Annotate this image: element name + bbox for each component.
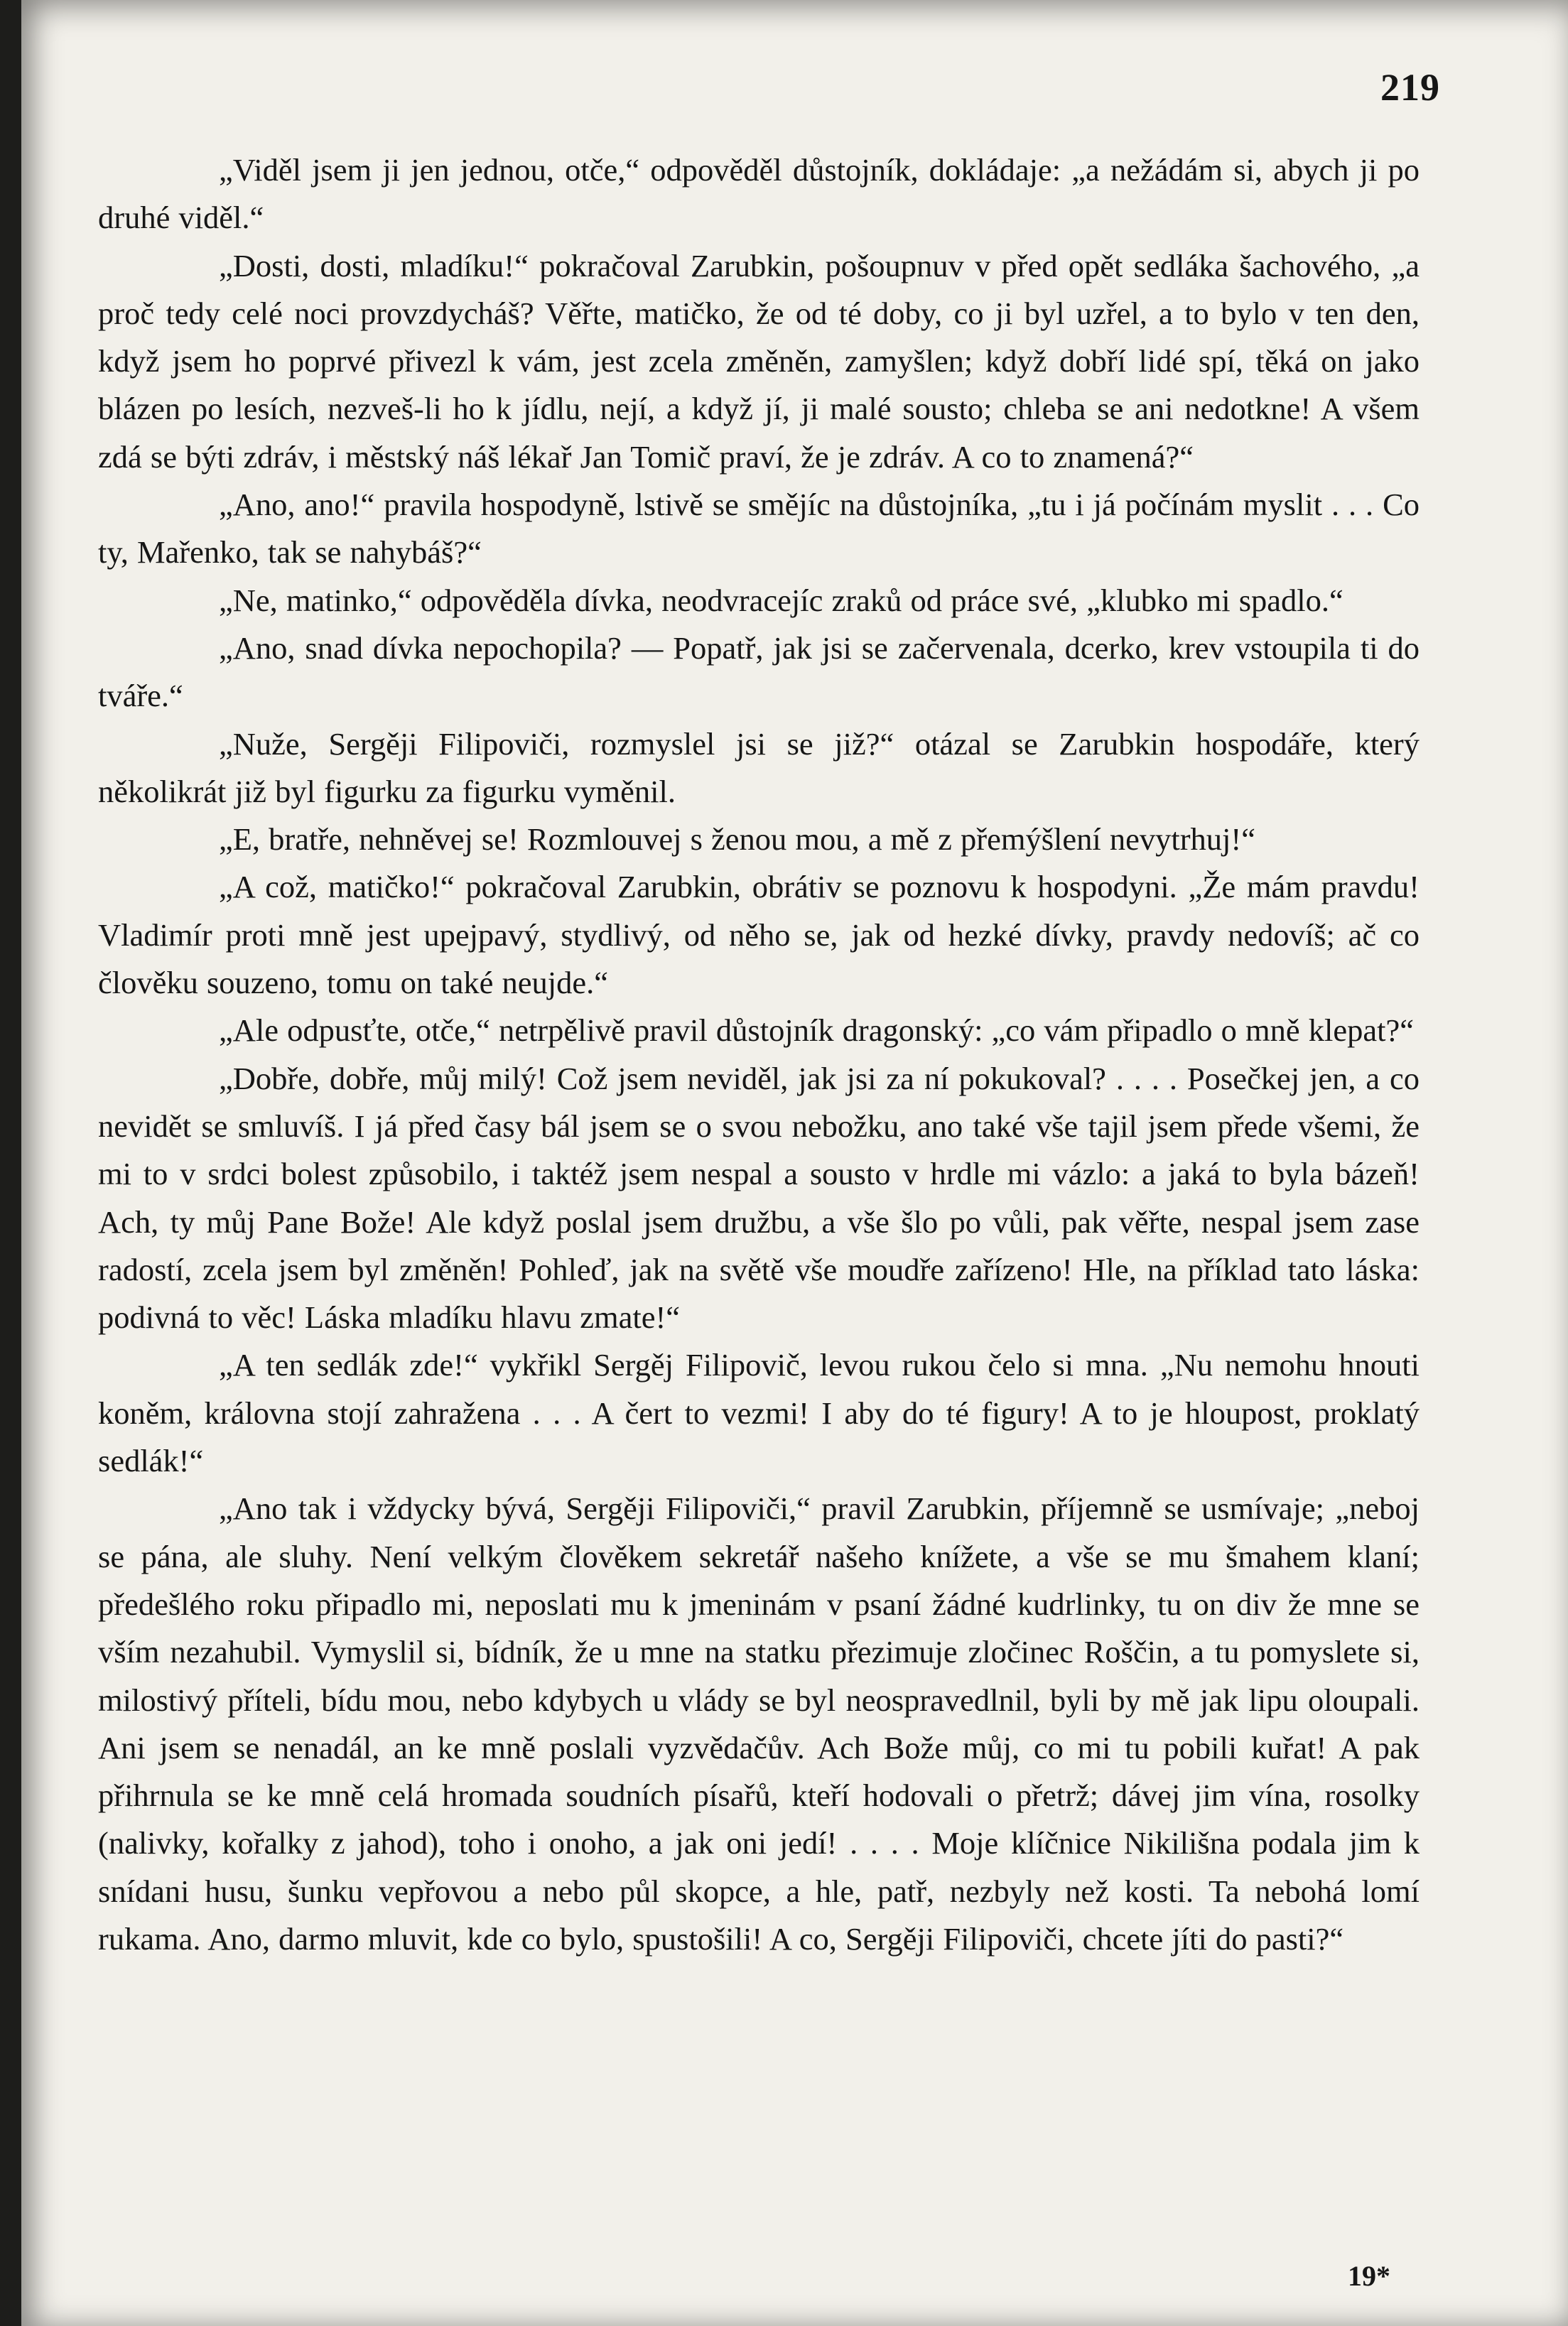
- paragraph: „Viděl jsem ji jen jednou, otče,“ odpověděl důstojník, dokládaje: „a nežádám si, abych ji po druhé viděl.“: [98, 152, 1420, 236]
- signature-mark: 19*: [1348, 2260, 1390, 2292]
- paragraph: „Ale odpusťte, otče,“ netrpělivě pravil důstojník dragonský: „co vám připadlo o mně klepat?“: [219, 1012, 1414, 1049]
- paragraph: „Ne, matinko,“ odpověděla dívka, neodvracejíc zraků od práce své, „klubko mi spadlo.“: [219, 582, 1343, 618]
- paragraph: „A což, matičko!“ pokračoval Zarubkin, obrátiv se poznovu k hospodyni. „Že mám pravdu! Vladimír proti mně jest upejpavý, stydlivý, od něho se, jak od hezké dívky, pravdy nedovíš; ač co člověku souzeno, tomu on také neujde.“: [98, 869, 1420, 1001]
- paragraph: „Ano tak i vždycky bývá, Sergěji Filipoviči,“ pravil Zarubkin, příjemně se usmívaje; „neboj se pána, ale sluhy. Není velkým člověkem sekretář našeho knížete, a vše se mu šmahem klaní; předešlého roku připadlo mi, neposlati mu k jmeninám v psaní žádné kudrlinky, tu on div že mne se vším nezahubil. Vymyslil si, bídník, že u mne na statku přezimuje zločinec Roščin, a tu pomyslete si, milostivý příteli, bídu mou, nebo kdybych u vlády se byl neospravedlnil, byli by mě jak lipu oloupali. Ani jsem se nenadál, an ke mně poslali vyzvědačův. Ach Bože můj, co mi tu pobili kuřat! A pak přihrnula se ke mně celá hromada soudních písařů, kteří hodovali o přetrž; dávej jim vína, rosolky (nalivky, kořalky z jahod), toho i onoho, a jak oni jedí! . . . . Moje klíčnice Nikilišna podala jim k snídani husu, šunku vepřovou a nebo půl skopce, a hle, patř, nezbyly než kosti. Ta nebohá lomí rukama. Ano, darmo mluvit, kde co bylo, spustošili! A co, Sergěji Filipoviči, chcete jíti do pasti?“: [98, 1491, 1420, 1957]
- paragraph: „Dosti, dosti, mladíku!“ pokračoval Zarubkin, pošoupnuv v před opět sedláka šachového, „a proč tedy celé noci provzdycháš? Věřte, matičko, že od té doby, co ji byl uzřel, a to bylo v ten den, když jsem ho poprvé přivezl k vám, jest zcela změněn, zamyšlen; když dobří lidé spí, těká on jako blázen po lesích, nezveš-li ho k jídlu, nejí, a když jí, ji malé sousto; chleba se ani nedotkne! A všem zdá se býti zdráv, i městský náš lékař Jan Tomič praví, že je zdráv. A co to znamená?“: [98, 247, 1420, 475]
- paragraph: „A ten sedlák zde!“ vykřikl Sergěj Filipovič, levou rukou čelo si mna. „Nu nemohu hnouti koněm, královna stojí zahražena . . . A čert to vezmi! I aby do té figury! A to je hloupost, proklatý sedlák!“: [98, 1347, 1420, 1479]
- book-page: [21, 0, 1568, 2326]
- paragraph: „Nuže, Sergěji Filipoviči, rozmyslel jsi se již?“ otázal se Zarubkin hospodáře, který několikrát již byl figurku za figurku vyměnil.: [98, 725, 1420, 809]
- paragraph: „E, bratře, nehněvej se! Rozmlouvej s ženou mou, a mě z přemýšlení nevytrhuj!“: [219, 821, 1255, 858]
- body-text: [98, 146, 1420, 1963]
- paragraph: „Ano, snad dívka nepochopila? — Popatř, jak jsi se začervenala, dcerko, krev vstoupila ti do tváře.“: [98, 629, 1420, 714]
- page-number: 219: [1380, 66, 1440, 109]
- paragraph: „Ano, ano!“ pravila hospodyně, lstivě se smějíc na důstojníka, „tu i já počínám myslit . . . Co ty, Mařenko, tak se nahybáš?“: [98, 487, 1420, 570]
- paragraph: „Dobře, dobře, můj milý! Což jsem neviděl, jak jsi za ní pokukoval? . . . . Posečkej jen, a co nevidět se smluvíš. I já před časy bál jsem se o svou nebožku, ano také vše tajil jsem přede všemi, že mi to v srdci bolest způsobilo, i taktéž jsem nespal a sousto v hrdle mi vázlo: a jaká to byla bázeň! Ach, ty můj Pane Bože! Ale když poslal jsem družbu, a vše šlo po vůli, pak věřte, nespal jsem zase radostí, zcela jsem byl změněn! Pohleď, jak na světě vše moudře zařízeno! Hle, na příklad tato láska: podivná to věc! Láska mladíku hlavu zmate!“: [98, 1060, 1420, 1336]
